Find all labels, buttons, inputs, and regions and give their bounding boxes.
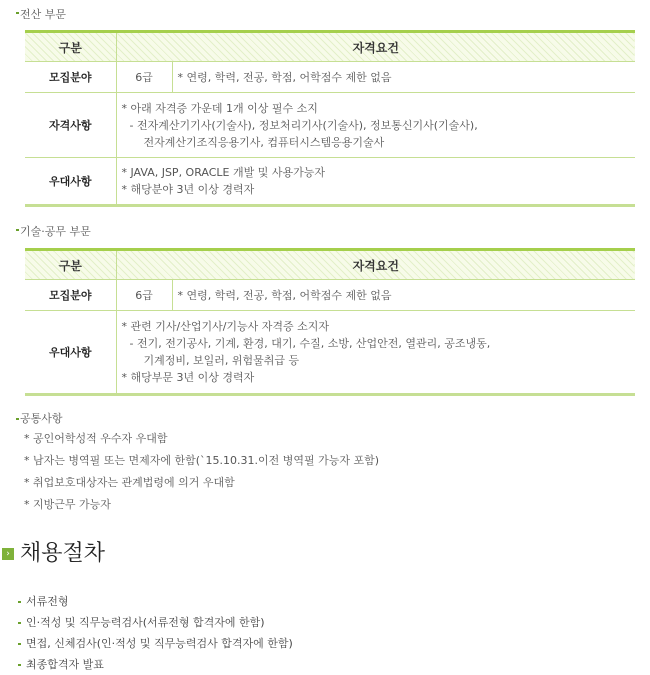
requirement-text: * JAVA, JSP, ORACLE 개발 및 사용가능자 * 해당분야 3년 이상 경력자	[116, 158, 635, 206]
requirement-text: * 연령, 학력, 전공, 학점, 어학점수 제한 없음	[172, 280, 635, 311]
list-item: * 지방근무 가능자	[24, 498, 111, 511]
list-item: 면접, 신체검사(인·적성 및 직무능력검사 합격자에 한함)	[20, 633, 293, 654]
grade-cell: 6급	[116, 62, 172, 93]
row-label: 모집분야	[25, 280, 116, 311]
list-item: * 공인어학성적 우수자 우대함	[24, 432, 168, 445]
list-item: 서류전형	[20, 591, 293, 612]
table-header-row	[25, 32, 635, 62]
tech-section-title: 기술·공무 부문	[20, 223, 91, 239]
row-label: 우대사항	[25, 311, 116, 395]
it-requirements-table	[25, 30, 635, 207]
row-label: 모집분야	[25, 62, 116, 93]
table-row	[25, 280, 635, 311]
header-category: 구분	[25, 32, 116, 62]
table-row	[25, 93, 635, 158]
requirement-text: * 아래 자격증 가운데 1개 이상 필수 소지 - 전자계산기기사(기술사), 정보처리기사(기술사), 정보통신기사(기술사), 전자계산기조직응용기사, 컴퓨터시스템응용기술사	[116, 93, 635, 158]
bullet-dash-icon	[16, 418, 19, 420]
section-marker-icon: ›	[2, 548, 14, 560]
common-title: 공통사항	[20, 410, 379, 428]
list-item: 인·적성 및 직무능력검사(서류전형 합격자에 한함)	[20, 612, 293, 633]
requirement-text: * 연령, 학력, 전공, 학점, 어학점수 제한 없음	[172, 62, 635, 93]
header-requirements: 자격요건	[116, 250, 635, 280]
table-header-row	[25, 250, 635, 280]
row-label: 자격사항	[25, 93, 116, 158]
table-row	[25, 311, 635, 395]
table-row	[25, 158, 635, 206]
bullet-dash-icon	[18, 643, 21, 645]
bullet-dash-icon	[18, 622, 21, 624]
bullet-dash-icon	[18, 601, 21, 603]
table-row	[25, 62, 635, 93]
bullet-dash-icon	[16, 229, 19, 231]
grade-cell: 6급	[116, 280, 172, 311]
requirement-text: * 관련 기사/산업기사/기능사 자격증 소지자 - 전기, 전기공사, 기계, 환경, 대기, 수질, 소방, 산업안전, 열관리, 공조냉동, 기계정비, 보일러, 위험물취급 등 * 해당부문 3년 이상 경력자	[116, 311, 635, 395]
bullet-dash-icon	[18, 664, 21, 666]
common-requirements	[20, 410, 379, 516]
page-title: 채용절차	[20, 541, 106, 566]
tech-requirements-table	[25, 248, 635, 396]
row-label: 우대사항	[25, 158, 116, 206]
it-section-title: 전산 부문	[20, 6, 66, 22]
list-item: * 남자는 병역필 또는 면제자에 한함(`15.10.31.이전 병역필 가능자 포함)	[24, 454, 380, 467]
bullet-dash-icon	[16, 12, 19, 14]
header-requirements: 자격요건	[116, 32, 635, 62]
procedure-steps	[20, 591, 293, 675]
list-item: * 취업보호대상자는 관계법령에 의거 우대함	[24, 476, 235, 489]
list-item: 최종합격자 발표	[20, 654, 293, 675]
header-category: 구분	[25, 250, 116, 280]
